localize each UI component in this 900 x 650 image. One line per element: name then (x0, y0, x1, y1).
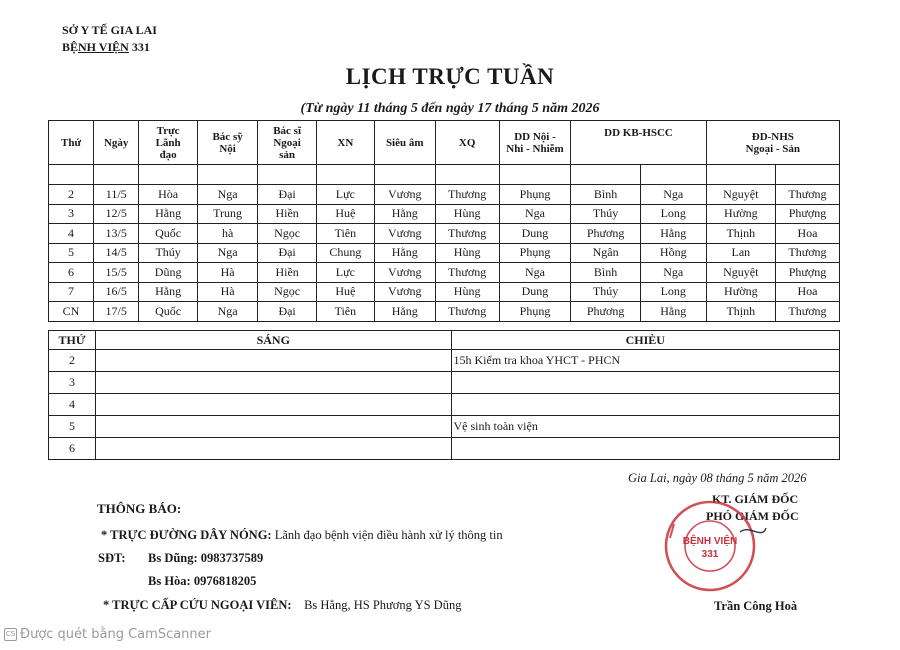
notes-header-thu: THỨ (49, 331, 96, 350)
table-cell: Hằng (139, 282, 197, 302)
col-header-thu: Thứ (49, 121, 94, 165)
notes-cell-chieu (451, 372, 840, 394)
header-line: ĐD-NHS (751, 130, 794, 143)
table-cell: Hường (706, 282, 775, 302)
table-cell: Thương (435, 302, 499, 322)
col-header-bac-sy-noi (197, 121, 257, 165)
header-line: Bác sĩ (273, 124, 302, 137)
scanner-watermark (4, 627, 211, 642)
table-row (49, 302, 840, 322)
table-row (49, 438, 840, 460)
table-cell: Phụng (499, 302, 571, 322)
col-header-dd-kb-hscc (571, 121, 706, 165)
table-cell: Nga (499, 204, 571, 224)
table-cell: Hồng (640, 243, 706, 263)
header-line: đạo (159, 148, 177, 161)
hospital-seal-icon (654, 494, 778, 596)
table-cell: Hiền (258, 263, 317, 283)
table-cell (197, 165, 257, 185)
table-cell: Quốc (139, 224, 197, 244)
table-cell: Quốc (139, 302, 197, 322)
table-cell: Lan (706, 243, 775, 263)
org-department: SỞ Y TẾ GIA LAI (62, 23, 157, 37)
notes-cell-sang (95, 394, 451, 416)
table-cell: Lực (316, 263, 374, 283)
table-cell: Hằng (374, 302, 435, 322)
table-cell: 16/5 (94, 282, 139, 302)
org-header (62, 22, 157, 56)
table-cell: Dung (499, 282, 571, 302)
notes-cell-sang (95, 438, 451, 460)
table-cell: Hà (197, 282, 257, 302)
table-cell: Phương (571, 302, 640, 322)
notes-cell-chieu: Vệ sinh toàn viện (451, 416, 840, 438)
table-cell: Thương (775, 243, 839, 263)
table-cell: Trung (197, 204, 257, 224)
table-cell: Bình (571, 263, 640, 283)
notes-cell-chieu (451, 394, 840, 416)
scanner-text: Được quét bằng CamScanner (20, 627, 212, 642)
table-cell (374, 165, 435, 185)
table-cell: Nguyệt (706, 185, 775, 205)
org-hospital-part2: NH VIỆN (78, 40, 129, 54)
table-cell: Đại (258, 302, 317, 322)
table-cell: Dũng (139, 263, 197, 283)
table-cell: Nguyệt (706, 263, 775, 283)
table-cell: Phượng (775, 204, 839, 224)
table-row (49, 204, 840, 224)
table-cell: 13/5 (94, 224, 139, 244)
table-cell: Hằng (640, 224, 706, 244)
col-header-bac-si-ngoai-san (258, 121, 317, 165)
col-header-xn: XN (316, 121, 374, 165)
header-line: sản (279, 148, 296, 161)
table-row (49, 243, 840, 263)
table-cell: CN (49, 302, 94, 322)
table-cell (640, 165, 706, 185)
notes-cell-thu: 3 (49, 372, 96, 394)
emergency-line (103, 598, 461, 613)
table-cell: 15/5 (94, 263, 139, 283)
table-row (49, 263, 840, 283)
table-row (49, 394, 840, 416)
org-hospital-part3: 331 (128, 40, 150, 54)
schedule-table (48, 120, 840, 322)
table-cell: Hằng (374, 204, 435, 224)
header-line: Lãnh (155, 136, 181, 149)
table-cell: 6 (49, 263, 94, 283)
table-cell: Hoa (775, 224, 839, 244)
table-cell: Ngọc (258, 282, 317, 302)
table-cell: Chung (316, 243, 374, 263)
table-cell: Thương (775, 302, 839, 322)
hotline-line (101, 528, 503, 543)
table-cell: Nga (640, 263, 706, 283)
table-row (49, 282, 840, 302)
table-cell: Vương (374, 282, 435, 302)
table-cell: Thịnh (706, 224, 775, 244)
col-header-ngay: Ngày (94, 121, 139, 165)
table-cell: 12/5 (94, 204, 139, 224)
table-row (49, 350, 840, 372)
table-cell: Đại (258, 243, 317, 263)
notes-header-chieu: CHIÈU (451, 331, 840, 350)
phone-1: Bs Dũng: 0983737589 (148, 551, 264, 565)
table-row (49, 416, 840, 438)
col-header-dd-noi (499, 121, 571, 165)
table-cell: Thương (435, 224, 499, 244)
table-cell: Vương (374, 185, 435, 205)
table-cell: Phụng (499, 243, 571, 263)
table-row (49, 224, 840, 244)
signer-name: Trần Công Hoà (714, 599, 798, 613)
table-cell: Nga (640, 185, 706, 205)
table-cell: 4 (49, 224, 94, 244)
header-line: Bác sỹ (212, 130, 243, 143)
table-cell: Hà (197, 263, 257, 283)
header-line: Ngoại (273, 136, 301, 149)
table-cell: 11/5 (94, 185, 139, 205)
table-cell (49, 165, 94, 185)
table-cell: Nga (197, 243, 257, 263)
table-cell: Tiên (316, 302, 374, 322)
table-cell: Thương (435, 263, 499, 283)
table-cell: Hùng (435, 243, 499, 263)
document-date: Gia Lai, ngày 08 tháng 5 năm 2026 (628, 471, 807, 485)
table-cell (139, 165, 197, 185)
notes-table (48, 330, 840, 460)
table-cell: Bình (571, 185, 640, 205)
seal-center-text: BỆNH VIỆN (682, 536, 738, 547)
table-cell: Nga (197, 185, 257, 205)
table-cell: Ngân (571, 243, 640, 263)
table-cell: Thúy (571, 204, 640, 224)
org-hospital-part1: BỆ (62, 40, 79, 54)
schedule-blank-row (49, 165, 840, 185)
table-cell: 7 (49, 282, 94, 302)
org-hospital (62, 39, 157, 56)
table-cell: Thúy (139, 243, 197, 263)
table-cell: 5 (49, 243, 94, 263)
page-subtitle: (Từ ngày 11 tháng 5 đến ngày 17 tháng 5 năm 2026 (300, 101, 600, 116)
table-cell: Hoa (775, 282, 839, 302)
notes-cell-chieu (451, 438, 840, 460)
table-cell: Huệ (316, 282, 374, 302)
table-cell: Hằng (640, 302, 706, 322)
table-cell: Hường (706, 204, 775, 224)
notes-cell-chieu: 15h Kiểm tra khoa YHCT - PHCN (451, 350, 840, 372)
table-cell: Huệ (316, 204, 374, 224)
camscanner-icon: CS (4, 628, 17, 641)
table-cell: Vương (374, 224, 435, 244)
table-cell: Lực (316, 185, 374, 205)
header-line: Nhi - Nhiễm (506, 142, 564, 155)
hotline-label: * TRỰC ĐƯỜNG DÂY NÓNG: (101, 528, 272, 542)
signer-title-2: PHÓ GIÁM ĐỐC (706, 509, 799, 523)
table-cell: Nga (197, 302, 257, 322)
seal-number: 331 (701, 549, 719, 560)
table-cell: Vương (374, 263, 435, 283)
table-cell (435, 165, 499, 185)
table-cell: Hằng (374, 243, 435, 263)
table-cell (571, 165, 640, 185)
table-cell (775, 165, 839, 185)
table-cell: Thương (435, 185, 499, 205)
table-cell: Thịnh (706, 302, 775, 322)
table-cell: Dung (499, 224, 571, 244)
table-row (49, 185, 840, 205)
table-cell: 3 (49, 204, 94, 224)
header-line: DD Nội - (514, 130, 556, 143)
col-header-sieu-am: Siêu âm (374, 121, 435, 165)
table-cell: Phương (571, 224, 640, 244)
table-cell: 2 (49, 185, 94, 205)
table-cell: Hiền (258, 204, 317, 224)
emergency-text: Bs Hằng, HS Phương YS Dũng (304, 598, 462, 612)
table-cell: Hòa (139, 185, 197, 205)
notes-header-sang: SÁNG (95, 331, 451, 350)
header-line: Nội (219, 142, 236, 155)
table-row (49, 372, 840, 394)
table-cell: Long (640, 282, 706, 302)
table-cell: Hùng (435, 282, 499, 302)
table-cell (706, 165, 775, 185)
table-cell: Ngọc (258, 224, 317, 244)
page-title: LỊCH TRỰC TUẦN (345, 64, 555, 89)
notes-cell-thu: 4 (49, 394, 96, 416)
table-cell: Hùng (435, 204, 499, 224)
table-cell (258, 165, 317, 185)
hotline-text: Lãnh đạo bệnh viện điều hành xử lý thông tin (271, 528, 503, 542)
notes-cell-thu: 2 (49, 350, 96, 372)
col-header-xq: XQ (435, 121, 499, 165)
notice-heading: THÔNG BÁO: (97, 501, 182, 516)
notes-cell-thu: 5 (49, 416, 96, 438)
table-cell: hà (197, 224, 257, 244)
table-cell: 17/5 (94, 302, 139, 322)
table-cell: Hằng (139, 204, 197, 224)
notes-cell-thu: 6 (49, 438, 96, 460)
table-cell: Nga (499, 263, 571, 283)
emergency-label: * TRỰC CẤP CỨU NGOẠI VIÊN: (103, 598, 292, 612)
table-cell (94, 165, 139, 185)
header-line: Ngoại - Sản (745, 142, 801, 155)
signer-title-1: KT. GIÁM ĐỐC (712, 492, 799, 506)
table-cell: 14/5 (94, 243, 139, 263)
table-cell: Thương (775, 185, 839, 205)
table-cell: Thúy (571, 282, 640, 302)
header-line: DD KB-HSCC (604, 127, 673, 139)
table-cell (499, 165, 571, 185)
col-header-truc-lanh-dao (139, 121, 197, 165)
table-cell: Phượng (775, 263, 839, 283)
notes-cell-sang (95, 416, 451, 438)
col-header-dd-nhs (706, 121, 839, 165)
table-cell: Phụng (499, 185, 571, 205)
notes-cell-sang (95, 372, 451, 394)
notes-cell-sang (95, 350, 451, 372)
header-line: Trực (156, 124, 180, 137)
phone-2: Bs Hòa: 0976818205 (148, 574, 257, 588)
table-cell: Long (640, 204, 706, 224)
table-cell: Tiên (316, 224, 374, 244)
table-cell (316, 165, 374, 185)
phone-label: SĐT: (98, 551, 126, 565)
table-cell: Đại (258, 185, 317, 205)
